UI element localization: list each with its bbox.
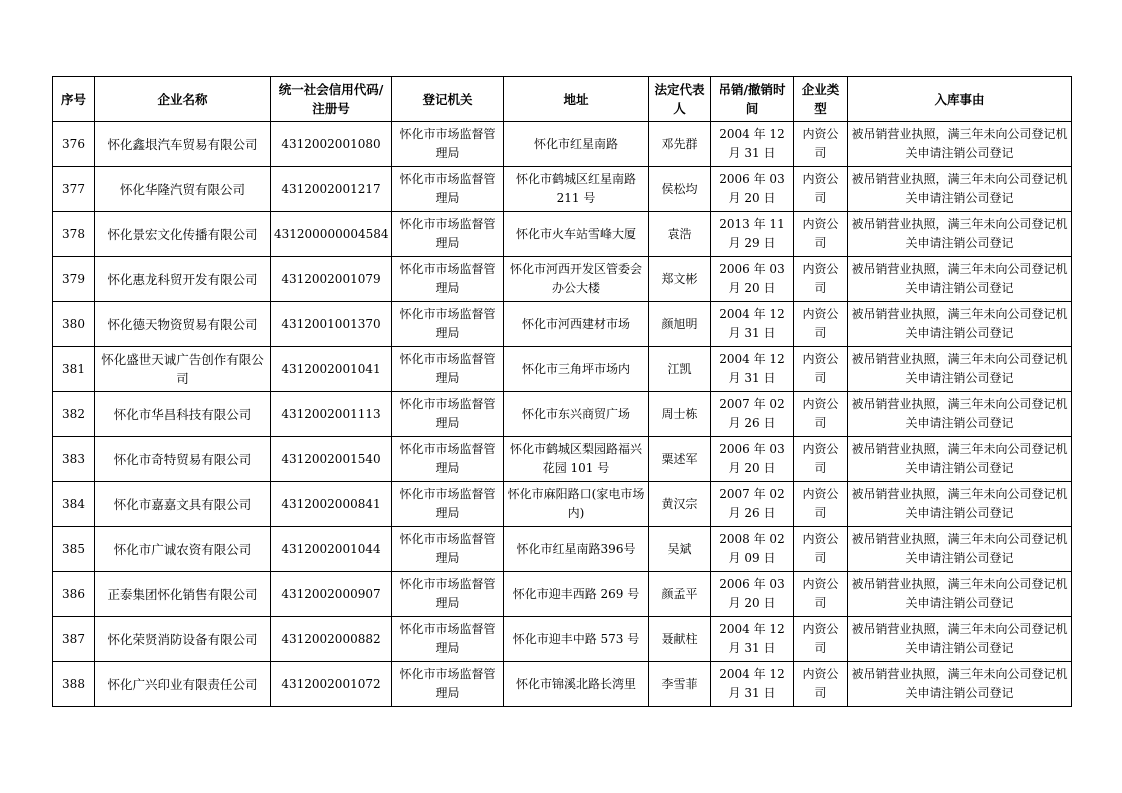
cell-company-name: 怀化德天物资贸易有限公司 xyxy=(95,302,271,347)
cell-address: 怀化市鹤城区梨园路福兴花园 101 号 xyxy=(504,437,649,482)
cell-reason: 被吊销营业执照，满三年未向公司登记机关申请注销公司登记 xyxy=(848,167,1072,212)
table-row xyxy=(53,662,1072,707)
cell-seq: 386 xyxy=(53,572,95,617)
cell-credit-code: 4312002000907 xyxy=(271,572,392,617)
table-row xyxy=(53,212,1072,257)
cell-company-name: 怀化盛世天诚广告创作有限公司 xyxy=(95,347,271,392)
table-body xyxy=(53,122,1072,707)
cell-credit-code: 4312002000882 xyxy=(271,617,392,662)
table-row xyxy=(53,167,1072,212)
cell-enterprise-type: 内资公司 xyxy=(794,437,848,482)
cell-reason: 被吊销营业执照，满三年未向公司登记机关申请注销公司登记 xyxy=(848,122,1072,167)
cell-enterprise-type: 内资公司 xyxy=(794,527,848,572)
cell-authority: 怀化市市场监督管理局 xyxy=(392,482,504,527)
header-seq: 序号 xyxy=(53,77,95,122)
header-row xyxy=(53,77,1072,122)
cell-seq: 387 xyxy=(53,617,95,662)
cell-reason: 被吊销营业执照，满三年未向公司登记机关申请注销公司登记 xyxy=(848,662,1072,707)
cell-reason: 被吊销营业执照，满三年未向公司登记机关申请注销公司登记 xyxy=(848,437,1072,482)
cell-authority: 怀化市市场监督管理局 xyxy=(392,122,504,167)
cell-legal-rep: 郑文彬 xyxy=(649,257,711,302)
cell-legal-rep: 侯松均 xyxy=(649,167,711,212)
table-row xyxy=(53,122,1072,167)
cell-authority: 怀化市市场监督管理局 xyxy=(392,572,504,617)
cell-enterprise-type: 内资公司 xyxy=(794,572,848,617)
cell-credit-code: 4312002001113 xyxy=(271,392,392,437)
cell-address: 怀化市河西建材市场 xyxy=(504,302,649,347)
cell-credit-code: 4312002001540 xyxy=(271,437,392,482)
header-code: 统一社会信用代码/注册号 xyxy=(271,77,392,122)
cell-enterprise-type: 内资公司 xyxy=(794,617,848,662)
cell-enterprise-type: 内资公司 xyxy=(794,662,848,707)
cell-revocation-date: 2013 年 11 月 29 日 xyxy=(711,212,794,257)
cell-seq: 382 xyxy=(53,392,95,437)
cell-reason: 被吊销营业执照，满三年未向公司登记机关申请注销公司登记 xyxy=(848,482,1072,527)
header-address: 地址 xyxy=(504,77,649,122)
cell-legal-rep: 李雪菲 xyxy=(649,662,711,707)
cell-authority: 怀化市市场监督管理局 xyxy=(392,167,504,212)
cell-seq: 388 xyxy=(53,662,95,707)
cell-legal-rep: 周士栋 xyxy=(649,392,711,437)
cell-credit-code: 4312002001079 xyxy=(271,257,392,302)
cell-reason: 被吊销营业执照，满三年未向公司登记机关申请注销公司登记 xyxy=(848,617,1072,662)
header-reason: 入库事由 xyxy=(848,77,1072,122)
cell-reason: 被吊销营业执照，满三年未向公司登记机关申请注销公司登记 xyxy=(848,572,1072,617)
cell-enterprise-type: 内资公司 xyxy=(794,347,848,392)
cell-address: 怀化市红星南路396号 xyxy=(504,527,649,572)
cell-enterprise-type: 内资公司 xyxy=(794,482,848,527)
cell-credit-code: 4312002001044 xyxy=(271,527,392,572)
cell-authority: 怀化市市场监督管理局 xyxy=(392,302,504,347)
header-rep: 法定代表人 xyxy=(649,77,711,122)
table-row xyxy=(53,617,1072,662)
cell-seq: 383 xyxy=(53,437,95,482)
cell-credit-code: 4312002001080 xyxy=(271,122,392,167)
cell-credit-code: 431200000004584 xyxy=(271,212,392,257)
cell-authority: 怀化市市场监督管理局 xyxy=(392,437,504,482)
cell-revocation-date: 2004 年 12 月 31 日 xyxy=(711,662,794,707)
cell-seq: 384 xyxy=(53,482,95,527)
cell-credit-code: 4312002001041 xyxy=(271,347,392,392)
cell-legal-rep: 颜孟平 xyxy=(649,572,711,617)
cell-company-name: 正泰集团怀化销售有限公司 xyxy=(95,572,271,617)
cell-legal-rep: 黄汉宗 xyxy=(649,482,711,527)
cell-address: 怀化市锦溪北路长湾里 xyxy=(504,662,649,707)
cell-legal-rep: 聂献柱 xyxy=(649,617,711,662)
cell-address: 怀化市迎丰中路 573 号 xyxy=(504,617,649,662)
cell-enterprise-type: 内资公司 xyxy=(794,302,848,347)
cell-reason: 被吊销营业执照，满三年未向公司登记机关申请注销公司登记 xyxy=(848,392,1072,437)
cell-address: 怀化市迎丰西路 269 号 xyxy=(504,572,649,617)
cell-seq: 376 xyxy=(53,122,95,167)
table-row xyxy=(53,257,1072,302)
cell-legal-rep: 袁浩 xyxy=(649,212,711,257)
header-date: 吊销/撤销时间 xyxy=(711,77,794,122)
cell-authority: 怀化市市场监督管理局 xyxy=(392,257,504,302)
cell-company-name: 怀化景宏文化传播有限公司 xyxy=(95,212,271,257)
cell-revocation-date: 2006 年 03 月 20 日 xyxy=(711,167,794,212)
cell-revocation-date: 2006 年 03 月 20 日 xyxy=(711,437,794,482)
cell-company-name: 怀化惠龙科贸开发有限公司 xyxy=(95,257,271,302)
cell-authority: 怀化市市场监督管理局 xyxy=(392,617,504,662)
cell-revocation-date: 2004 年 12 月 31 日 xyxy=(711,122,794,167)
cell-address: 怀化市河西开发区管委会办公大楼 xyxy=(504,257,649,302)
cell-seq: 377 xyxy=(53,167,95,212)
cell-legal-rep: 粟述军 xyxy=(649,437,711,482)
table-row xyxy=(53,527,1072,572)
header-type: 企业类型 xyxy=(794,77,848,122)
cell-legal-rep: 邓先群 xyxy=(649,122,711,167)
cell-enterprise-type: 内资公司 xyxy=(794,257,848,302)
cell-seq: 380 xyxy=(53,302,95,347)
table-row xyxy=(53,302,1072,347)
cell-credit-code: 4312002000841 xyxy=(271,482,392,527)
cell-revocation-date: 2006 年 03 月 20 日 xyxy=(711,257,794,302)
cell-address: 怀化市东兴商贸广场 xyxy=(504,392,649,437)
table-row xyxy=(53,392,1072,437)
table-row xyxy=(53,437,1072,482)
cell-reason: 被吊销营业执照，满三年未向公司登记机关申请注销公司登记 xyxy=(848,527,1072,572)
cell-enterprise-type: 内资公司 xyxy=(794,392,848,437)
cell-revocation-date: 2004 年 12 月 31 日 xyxy=(711,302,794,347)
cell-reason: 被吊销营业执照，满三年未向公司登记机关申请注销公司登记 xyxy=(848,257,1072,302)
cell-company-name: 怀化广兴印业有限责任公司 xyxy=(95,662,271,707)
cell-address: 怀化市麻阳路口(家电市场内) xyxy=(504,482,649,527)
cell-credit-code: 4312002001072 xyxy=(271,662,392,707)
cell-seq: 379 xyxy=(53,257,95,302)
cell-credit-code: 4312002001217 xyxy=(271,167,392,212)
cell-address: 怀化市火车站雪峰大厦 xyxy=(504,212,649,257)
cell-company-name: 怀化荣贤消防设备有限公司 xyxy=(95,617,271,662)
cell-company-name: 怀化鑫垠汽车贸易有限公司 xyxy=(95,122,271,167)
cell-reason: 被吊销营业执照，满三年未向公司登记机关申请注销公司登记 xyxy=(848,347,1072,392)
table-row xyxy=(53,347,1072,392)
cell-revocation-date: 2006 年 03 月 20 日 xyxy=(711,572,794,617)
cell-revocation-date: 2007 年 02 月 26 日 xyxy=(711,482,794,527)
cell-authority: 怀化市市场监督管理局 xyxy=(392,212,504,257)
cell-seq: 385 xyxy=(53,527,95,572)
cell-revocation-date: 2007 年 02 月 26 日 xyxy=(711,392,794,437)
cell-revocation-date: 2008 年 02 月 09 日 xyxy=(711,527,794,572)
enterprise-table xyxy=(52,76,1072,707)
cell-seq: 378 xyxy=(53,212,95,257)
cell-revocation-date: 2004 年 12 月 31 日 xyxy=(711,617,794,662)
cell-revocation-date: 2004 年 12 月 31 日 xyxy=(711,347,794,392)
cell-legal-rep: 吴斌 xyxy=(649,527,711,572)
cell-credit-code: 4312001001370 xyxy=(271,302,392,347)
cell-company-name: 怀化华隆汽贸有限公司 xyxy=(95,167,271,212)
cell-company-name: 怀化市广诚农资有限公司 xyxy=(95,527,271,572)
cell-seq: 381 xyxy=(53,347,95,392)
header-name: 企业名称 xyxy=(95,77,271,122)
cell-address: 怀化市红星南路 xyxy=(504,122,649,167)
cell-reason: 被吊销营业执照，满三年未向公司登记机关申请注销公司登记 xyxy=(848,212,1072,257)
cell-authority: 怀化市市场监督管理局 xyxy=(392,392,504,437)
cell-company-name: 怀化市嘉嘉文具有限公司 xyxy=(95,482,271,527)
header-authority: 登记机关 xyxy=(392,77,504,122)
cell-authority: 怀化市市场监督管理局 xyxy=(392,527,504,572)
cell-company-name: 怀化市奇特贸易有限公司 xyxy=(95,437,271,482)
cell-enterprise-type: 内资公司 xyxy=(794,212,848,257)
cell-reason: 被吊销营业执照，满三年未向公司登记机关申请注销公司登记 xyxy=(848,302,1072,347)
cell-legal-rep: 颜旭明 xyxy=(649,302,711,347)
cell-enterprise-type: 内资公司 xyxy=(794,167,848,212)
cell-authority: 怀化市市场监督管理局 xyxy=(392,347,504,392)
cell-company-name: 怀化市华昌科技有限公司 xyxy=(95,392,271,437)
cell-authority: 怀化市市场监督管理局 xyxy=(392,662,504,707)
table-row xyxy=(53,482,1072,527)
table-row xyxy=(53,572,1072,617)
cell-address: 怀化市三角坪市场内 xyxy=(504,347,649,392)
cell-enterprise-type: 内资公司 xyxy=(794,122,848,167)
cell-legal-rep: 江凯 xyxy=(649,347,711,392)
cell-address: 怀化市鹤城区红星南路 211 号 xyxy=(504,167,649,212)
